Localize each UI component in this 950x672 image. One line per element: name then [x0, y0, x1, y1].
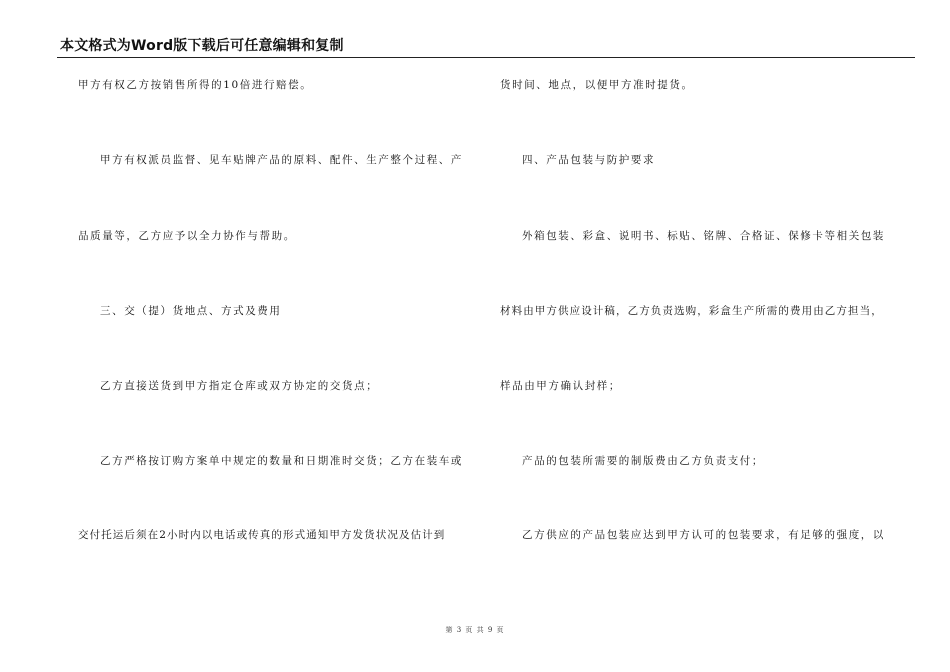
right-paragraph-line: 乙方供应的产品包装应达到甲方认可的包装要求，有足够的强度，以	[522, 529, 885, 541]
document-header-title: 本文格式为Word版下载后可任意编辑和复制	[60, 38, 344, 54]
right-paragraph-line: 材料由甲方供应设计稿，乙方负责选购，彩盒生产所需的费用由乙方担当，	[500, 305, 883, 317]
right-paragraph-line: 产品的包装所需要的制版费由乙方负责支付；	[522, 455, 764, 467]
left-column	[78, 0, 478, 672]
right-paragraph-line: 货时间、地点，以便甲方准时提货。	[500, 79, 694, 91]
page-number-footer: 第 3 页 共 9 页	[445, 626, 505, 634]
left-paragraph-line: 甲方有权派员监督、见车贴牌产品的原料、配件、生产整个过程、产	[100, 154, 463, 166]
right-paragraph-line: 外箱包装、彩盒、说明书、标贴、铭牌、合格证、保修卡等相关包装	[522, 230, 885, 242]
left-section-heading: 三、交（提）货地点、方式及费用	[100, 305, 282, 317]
left-paragraph-line: 乙方直接送货到甲方指定仓库或双方协定的交货点；	[100, 380, 379, 392]
left-paragraph-line: 乙方严格按订购方案单中规定的数量和日期准时交货；乙方在装车或	[100, 455, 463, 467]
left-paragraph-line: 交付托运后须在2小时内以电话或传真的形式通知甲方发货状况及估计到	[78, 529, 446, 541]
right-paragraph-line: 样品由甲方确认封样；	[500, 380, 621, 392]
right-column	[500, 0, 900, 672]
left-paragraph-line: 品质量等，乙方应予以全力协作与帮助。	[78, 230, 296, 242]
left-paragraph-line: 甲方有权乙方按销售所得的10倍进行赔偿。	[78, 79, 313, 91]
right-section-heading: 四、产品包装与防护要求	[522, 154, 656, 166]
